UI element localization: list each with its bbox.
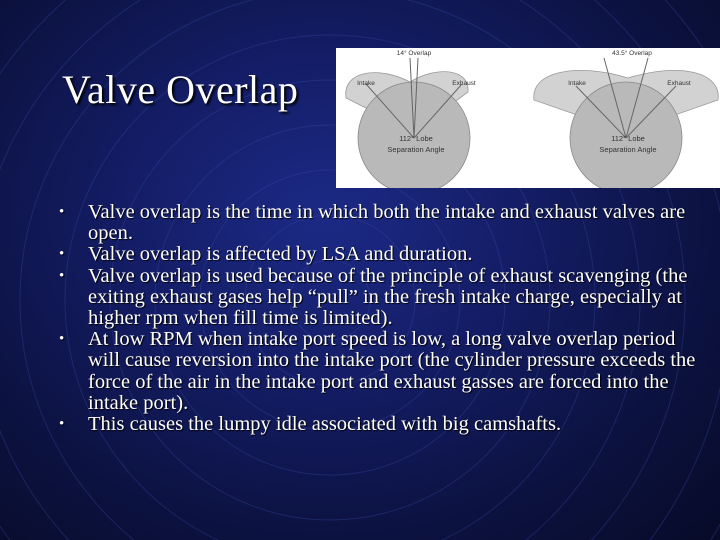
- bullet-list: [58, 202, 708, 435]
- bullet-item: [58, 414, 708, 435]
- bullet-icon: •: [59, 204, 65, 220]
- slide-title: Valve Overlap: [62, 67, 299, 112]
- bullet-text: At low RPM when intake port speed is low, a long valve overlap period will cause reversion into the intake port (the cylinder pressure exceeds the force of the air in the intake port and exhaust gasses are forced into the intake port).: [88, 328, 696, 414]
- bullet-item: [58, 244, 708, 265]
- left-overlap-diagram: [346, 49, 476, 188]
- bullet-icon: •: [59, 267, 65, 284]
- left-lobe-label: 112° Lobe: [399, 134, 433, 143]
- bullet-icon: •: [59, 246, 65, 263]
- left-separation-label: Separation Angle: [387, 145, 445, 154]
- bullet-icon: •: [59, 416, 65, 433]
- bullet-icon: •: [59, 331, 65, 348]
- valve-overlap-diagram: [336, 48, 720, 188]
- right-overlap-label: 43.5° Overlap: [612, 50, 652, 57]
- left-intake-label: Intake: [357, 80, 375, 87]
- left-exhaust-label: Exhaust: [452, 80, 476, 87]
- right-exhaust-label: Exhaust: [667, 80, 691, 87]
- right-lobe-label: 112° Lobe: [611, 134, 645, 143]
- bullet-text: Valve overlap is used because of the principle of exhaust scavenging (the exiting exhaust gases help “pull” in the fresh intake charge, especially at higher rpm when fill time is limited).: [88, 264, 688, 330]
- bullet-text: Valve overlap is affected by LSA and duration.: [88, 243, 473, 266]
- left-overlap-label: 14° Overlap: [396, 50, 432, 57]
- right-separation-label: Separation Angle: [599, 145, 657, 154]
- bullet-item: [58, 329, 708, 414]
- bullet-text: Valve overlap is the time in which both the intake and exhaust valves are open.: [88, 201, 686, 245]
- right-overlap-diagram: [534, 49, 719, 188]
- bullet-item: [58, 266, 708, 330]
- bullet-text: This causes the lumpy idle associated with big camshafts.: [88, 413, 562, 436]
- bullet-item: [58, 202, 708, 244]
- right-intake-label: Intake: [568, 80, 586, 87]
